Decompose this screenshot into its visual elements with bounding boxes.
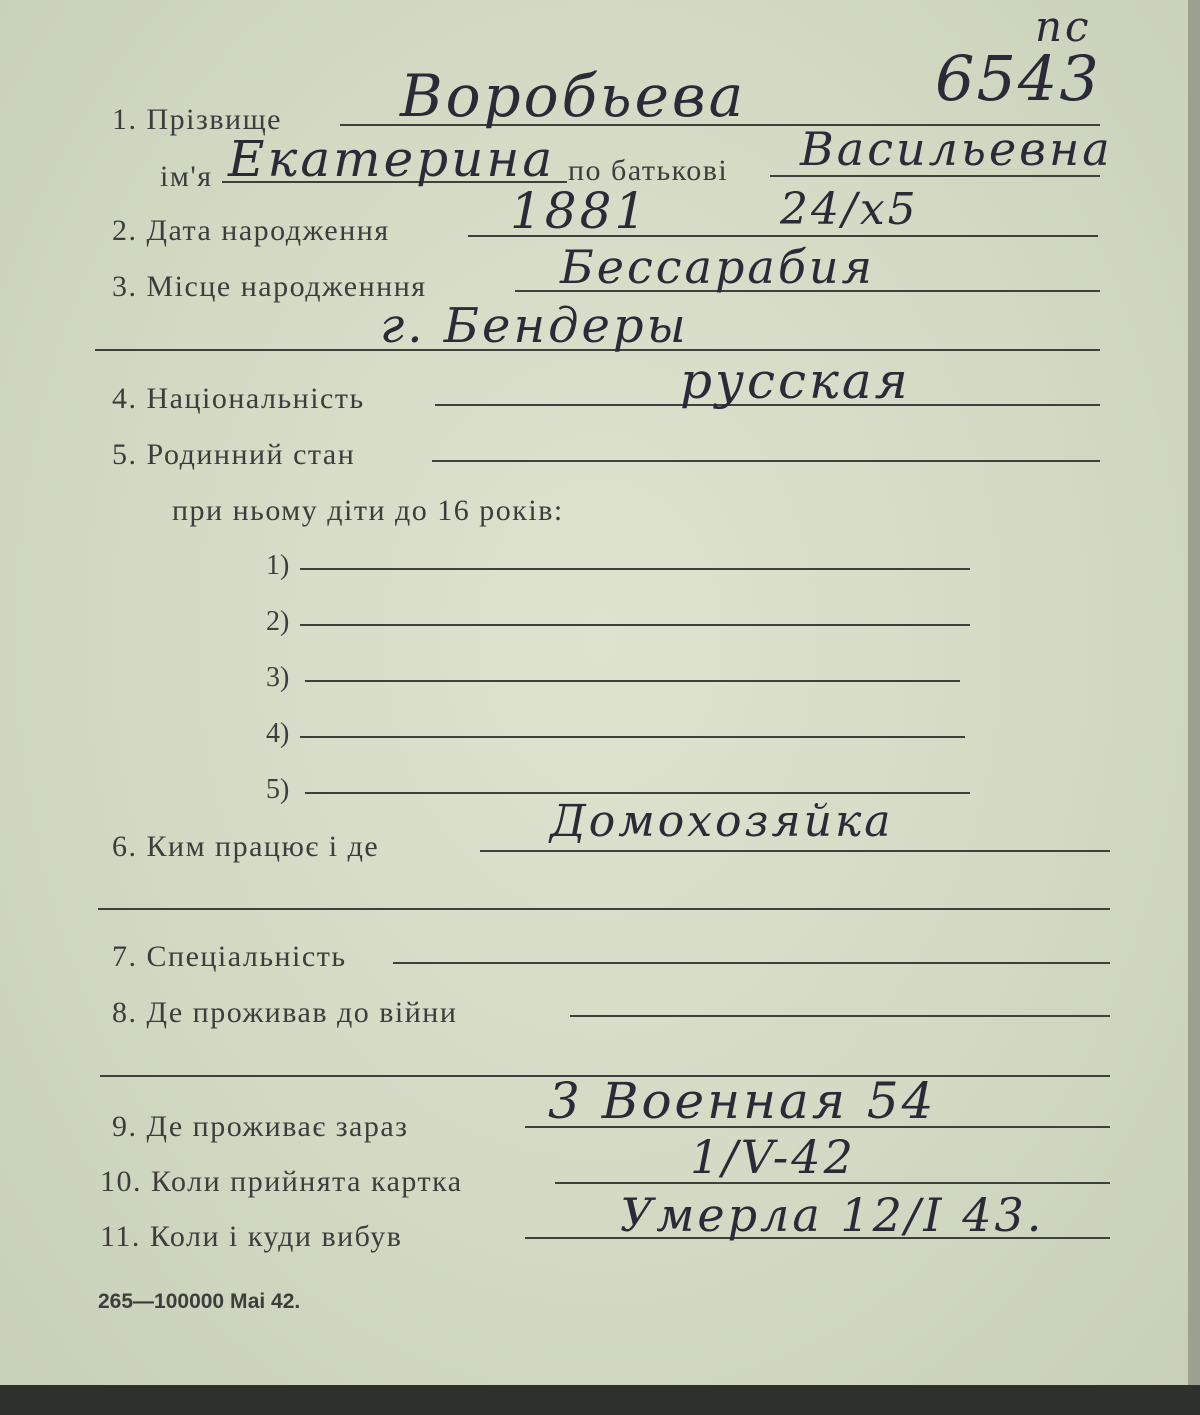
child-number-2: 2): [266, 606, 290, 637]
card-accepted-value: 1/V-42: [690, 1130, 856, 1184]
child-number-5: 5): [266, 774, 290, 805]
birthplace-value-2: г. Бендеры: [380, 298, 689, 354]
child-number-1: 1): [266, 550, 290, 581]
child-line-5: [305, 792, 970, 794]
departed-label: 11. Коли і куди вибув: [100, 1220, 403, 1253]
child-number-4: 4): [266, 718, 290, 749]
marital-label: 5. Родинний стан: [112, 438, 356, 471]
surname-label: 1. Прізвище: [112, 103, 282, 136]
work-label: 6. Ким працює і де: [112, 830, 380, 863]
birthplace-label: 3. Місце народженння: [112, 270, 427, 303]
patronymic-value: Васильевна: [800, 122, 1113, 176]
work-line-2: [98, 908, 1110, 910]
nationality-value: русская: [680, 352, 911, 410]
first-name-label: ім'я: [160, 160, 213, 193]
departed-value: Умерла 12/I 43.: [620, 1188, 1045, 1242]
child-line-3: [305, 680, 960, 682]
child-line-4: [300, 736, 965, 738]
children-label: при ньому діти до 16 років:: [172, 494, 564, 527]
card-accepted-label: 10. Коли прийнята картка: [100, 1165, 463, 1198]
prewar-line: [570, 1015, 1110, 1017]
current-address-label: 9. Де проживає зараз: [112, 1110, 409, 1143]
prewar-label: 8. Де проживав до війни: [112, 996, 458, 1029]
print-footer: 265—100000 Маі 42.: [98, 1290, 301, 1313]
work-line: [480, 850, 1110, 852]
current-address-value: 3 Военная 54: [548, 1072, 937, 1130]
birth-year: 1881: [510, 182, 650, 240]
patronymic-label: по батькові: [568, 154, 729, 187]
record-number: 6543: [935, 42, 1101, 115]
nationality-label: 4. Національність: [112, 382, 365, 415]
birthdate-label: 2. Дата народження: [112, 214, 390, 247]
card-bottom-edge: [0, 1385, 1200, 1415]
marital-line: [432, 460, 1100, 462]
work-value: Домохозяйка: [550, 796, 894, 847]
first-name-value: Екатерина: [228, 130, 556, 188]
child-line-1: [300, 568, 970, 570]
corner-mark: пс: [1035, 2, 1092, 51]
specialty-line: [393, 962, 1110, 964]
child-line-2: [300, 624, 970, 626]
birthplace-value-1: Бессарабия: [560, 240, 876, 294]
birth-day: 24/x5: [780, 184, 919, 235]
child-number-3: 3): [266, 662, 290, 693]
card-right-edge: [1188, 0, 1200, 1415]
surname-value: Воробьева: [400, 62, 747, 130]
specialty-label: 7. Спеціальність: [112, 940, 347, 973]
